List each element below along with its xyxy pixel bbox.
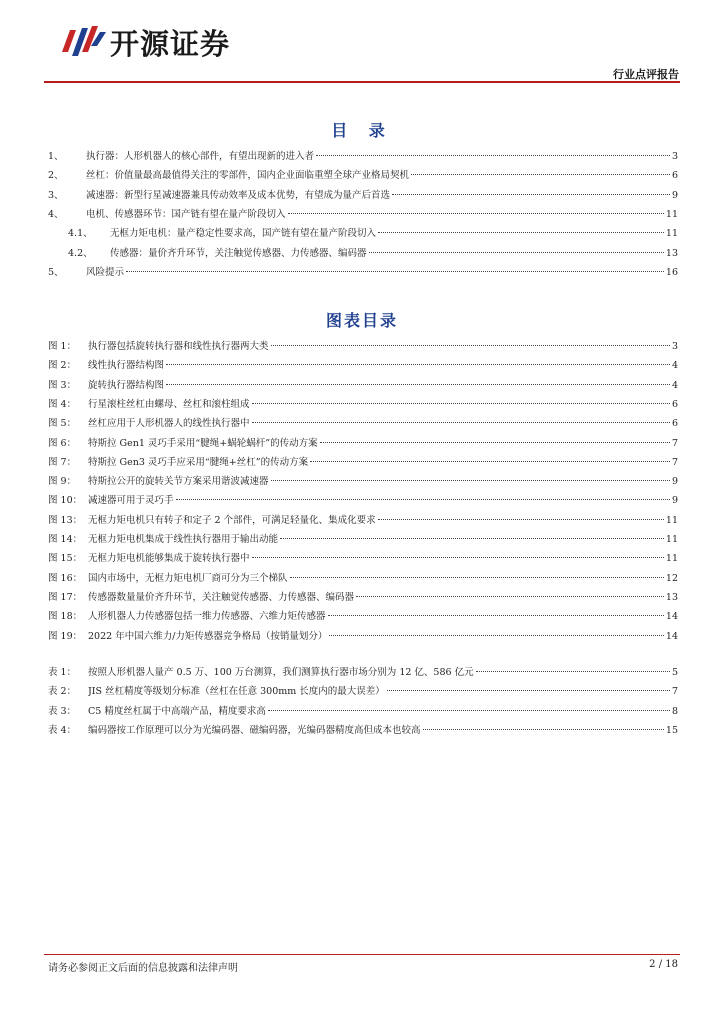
footer-divider: [44, 954, 680, 955]
entry-title: 旋转执行器结构图: [88, 379, 165, 391]
dot-leader: [126, 271, 664, 272]
dot-leader: [290, 577, 664, 578]
disclaimer-note: 请务必参阅正文后面的信息披露和法律声明: [48, 963, 238, 974]
dot-leader: [268, 710, 670, 711]
entry-page: 5: [671, 667, 678, 678]
entry-number: 4、: [48, 208, 64, 220]
toc-title: 目 录: [331, 121, 393, 140]
toc-entry[interactable]: [48, 628, 678, 642]
entry-title: C5 精度丝杠属于中高端产品，精度要求高: [88, 705, 266, 717]
entry-number: 图 14：: [48, 534, 83, 545]
dot-leader: [252, 422, 670, 423]
dot-leader: [252, 403, 670, 404]
entry-number: 4.2、: [68, 247, 93, 259]
entry-title: 行星滚柱丝杠由螺母、丝杠和滚柱组成: [88, 398, 250, 410]
dot-leader: [378, 232, 664, 233]
entry-page: 4: [671, 379, 678, 391]
toc-entry[interactable]: [48, 608, 678, 622]
entry-title: 丝杠：价值量最高最值得关注的零部件，国内企业面临重塑全球产业格局契机: [86, 170, 410, 182]
entry-title: 无框力矩电机集成于线性执行器用于输出动能: [88, 534, 279, 545]
dot-leader: [329, 635, 664, 636]
entry-title: 丝杠应用于人形机器人的线性执行器中: [88, 418, 250, 430]
entry-page: 15: [665, 724, 678, 736]
entry-page: 9: [671, 189, 678, 201]
entry-number: 图 18：: [48, 611, 83, 623]
toc-entry[interactable]: [68, 245, 678, 259]
entry-page: 11: [665, 534, 678, 545]
entry-number: 表 2：: [48, 686, 77, 698]
entry-number: 图 13：: [48, 514, 83, 526]
entry-number: 4.1、: [68, 228, 93, 240]
report-type-label: 行业点评报告: [613, 68, 679, 81]
dot-leader: [369, 252, 664, 253]
entry-page: 16: [665, 266, 678, 278]
dot-leader: [271, 480, 670, 481]
entry-number: 图 16：: [48, 572, 83, 584]
dot-leader: [423, 729, 664, 730]
entry-number: 表 4：: [48, 724, 77, 736]
entry-number: 5、: [48, 266, 64, 278]
toc-entry[interactable]: [48, 357, 678, 371]
entry-number: 图 15：: [48, 553, 83, 565]
dot-leader: [387, 690, 670, 691]
dot-leader: [356, 596, 664, 597]
entry-title: 无框力矩电机能够集成于旋转执行器中: [88, 553, 250, 565]
entry-page: 11: [665, 514, 678, 526]
logo-mark-icon: [58, 22, 108, 62]
entry-number: 3、: [48, 189, 64, 201]
entry-title: 减速器：新型行星减速器兼具传动效率及成本优势，有望成为量产后首选: [86, 189, 391, 201]
entry-page: 9: [671, 476, 678, 488]
entry-page: 6: [671, 170, 678, 182]
entry-number: 图 9：: [48, 476, 77, 488]
entry-page: 7: [671, 437, 678, 449]
entry-page: 14: [665, 611, 678, 623]
entry-title: 传感器数量量价齐升环节，关注触觉传感器、力传感器、编码器: [88, 591, 355, 603]
dot-leader: [310, 461, 670, 462]
entry-title: 特斯拉 Gen1 灵巧手采用“腱绳+蜗轮蜗杆”的传动方案: [88, 437, 318, 449]
entry-page: 11: [665, 208, 678, 220]
entry-title: 无框力矩电机：量产稳定性要求高，国产链有望在量产阶段切入: [110, 228, 377, 240]
toc-entry[interactable]: [48, 664, 678, 678]
entry-title: 国内市场中，无框力矩电机厂商可分为三个梯队: [88, 572, 288, 584]
entry-title: 电机、传感器环节：国产链有望在量产阶段切入: [86, 208, 286, 220]
entry-title: 执行器包括旋转执行器和线性执行器两大类: [88, 341, 269, 352]
toc-entry[interactable]: [48, 396, 678, 410]
dot-leader: [316, 155, 670, 156]
entry-page: 11: [665, 228, 678, 240]
dot-leader: [476, 671, 670, 672]
entry-title: 风险提示: [86, 266, 125, 278]
entry-page: 3: [671, 341, 678, 352]
entry-title: 减速器可用于灵巧手: [88, 495, 174, 507]
toc-entry[interactable]: [48, 148, 678, 162]
entry-title: 人形机器人力传感器包括一维力传感器、六维力矩传感器: [88, 611, 326, 623]
entry-title: 按照人形机器人量产 0.5 万、100 万台测算，我们测算执行器市场分别为 12 亿、586 亿元: [88, 667, 474, 678]
entry-number: 图 10：: [48, 495, 83, 507]
toc-entry[interactable]: [48, 473, 678, 487]
entry-number: 图 1：: [48, 341, 77, 352]
entry-page: 9: [671, 495, 678, 507]
toc-entry[interactable]: [48, 167, 678, 181]
entry-number: 图 19：: [48, 630, 83, 642]
entry-title: 特斯拉公开的旋转关节方案采用谐波减速器: [88, 476, 269, 488]
toc-entry[interactable]: [48, 415, 678, 429]
entry-number: 表 3：: [48, 705, 77, 717]
entry-number: 表 1：: [48, 667, 77, 678]
toc-entry[interactable]: [48, 570, 678, 584]
entry-page: 11: [665, 553, 678, 565]
toc-entry[interactable]: [48, 703, 678, 717]
entry-page: 13: [665, 247, 678, 259]
entry-page: 12: [665, 572, 678, 584]
entry-title: JIS 丝杠精度等级划分标准（丝杠在任意 300mm 长度内的最大误差）: [88, 686, 385, 698]
dot-leader: [378, 519, 664, 520]
toc-entry[interactable]: [48, 338, 678, 352]
company-logo: [58, 22, 230, 62]
entry-title: 特斯拉 Gen3 灵巧手应采用“腱绳+丝杠”的传动方案: [88, 456, 309, 468]
toc-entry[interactable]: [48, 512, 678, 526]
toc-entry[interactable]: [48, 531, 678, 545]
entry-title: 执行器：人形机器人的核心部件，有望出现新的进入者: [86, 151, 315, 162]
logo-text: 开源证券: [110, 26, 231, 61]
entry-number: 图 6：: [48, 437, 77, 449]
entry-title: 无框力矩电机只有转子和定子 2 个部件，可满足轻量化、集成化要求: [88, 514, 376, 526]
entry-title: 线性执行器结构图: [88, 360, 165, 372]
header-divider: [44, 81, 680, 83]
dot-leader: [271, 345, 670, 346]
toc-entry[interactable]: [48, 435, 678, 449]
toc-entry[interactable]: [48, 589, 678, 603]
entry-number: 1、: [48, 151, 64, 162]
entry-page: 7: [671, 456, 678, 468]
toc-entry[interactable]: [48, 264, 678, 278]
dot-leader: [176, 499, 670, 500]
entry-title: 传感器：量价齐升环节，关注触觉传感器、力传感器、编码器: [110, 247, 367, 259]
entry-page: 13: [665, 591, 678, 603]
toc-entry[interactable]: [48, 683, 678, 697]
entry-title: 编码器按工作原理可以分为光编码器、磁编码器，光编码器精度高但成本也较高: [88, 724, 421, 736]
dot-leader: [411, 174, 670, 175]
toc-entry[interactable]: [48, 206, 678, 220]
entry-number: 图 5：: [48, 418, 77, 430]
dot-leader: [280, 538, 664, 539]
entry-page: 7: [671, 686, 678, 698]
entry-number: 图 7：: [48, 456, 77, 468]
toc-entry[interactable]: [48, 492, 678, 506]
entry-page: 3: [671, 151, 678, 162]
entry-page: 8: [671, 705, 678, 717]
dot-leader: [392, 194, 670, 195]
dot-leader: [252, 557, 664, 558]
entry-page: 14: [665, 630, 678, 642]
page-number: 2 / 18: [649, 959, 678, 970]
dot-leader: [166, 364, 670, 365]
toc-entry[interactable]: [48, 550, 678, 564]
toc-entry[interactable]: [48, 722, 678, 736]
entry-number: 图 4：: [48, 398, 77, 410]
entry-page: 4: [671, 360, 678, 372]
dot-leader: [288, 213, 664, 214]
entry-page: 6: [671, 398, 678, 410]
figures-title: 图表目录: [325, 311, 398, 330]
dot-leader: [328, 615, 664, 616]
entry-title: 2022 年中国六维力/力矩传感器竞争格局（按销量划分）: [88, 630, 328, 642]
entry-number: 图 3：: [48, 379, 77, 391]
entry-number: 2、: [48, 170, 64, 182]
toc-entry[interactable]: [48, 187, 678, 201]
toc-entry[interactable]: [68, 225, 678, 239]
dot-leader: [320, 442, 670, 443]
toc-entry[interactable]: [48, 454, 678, 468]
entry-number: 图 17：: [48, 591, 83, 603]
dot-leader: [166, 384, 670, 385]
entry-page: 6: [671, 418, 678, 430]
toc-entry[interactable]: [48, 377, 678, 391]
entry-number: 图 2：: [48, 360, 77, 372]
